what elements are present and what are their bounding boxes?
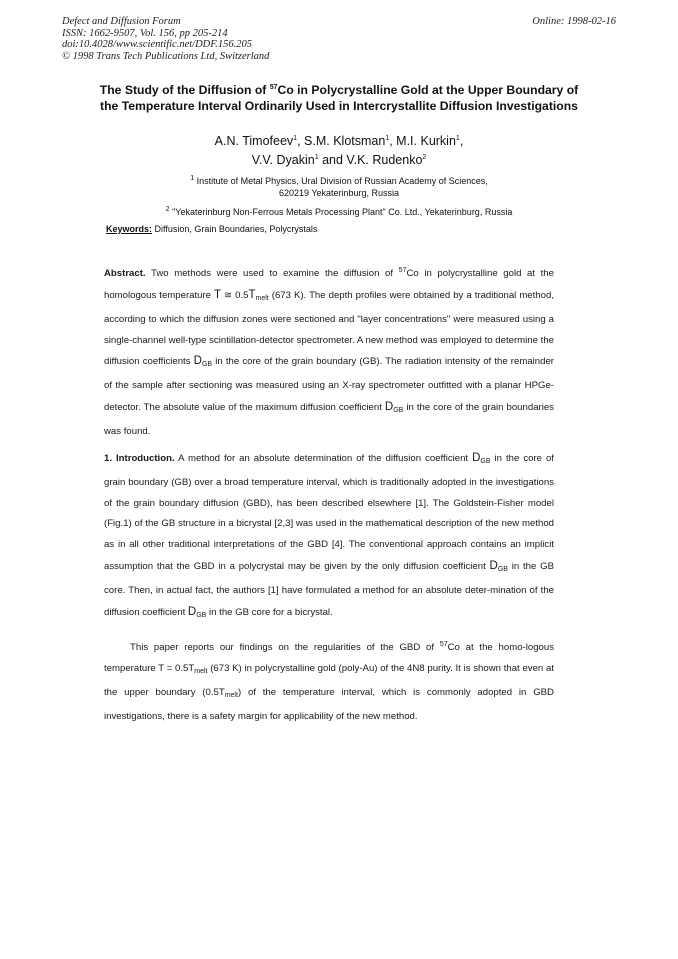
keywords-text: Diffusion, Grain Boundaries, Polycrystals	[154, 224, 318, 234]
author-list: A.N. Timofeev$^1$, S.M. Klotsman$^1$, M.I. Kurkin$^1$, V.V. Dyakin$^1$ and V.K. Rudenko$^2$	[214, 134, 464, 167]
affiliation-2: $^2$ "Yekaterinburg Non-Ferrous Metals Processing Plant" Co. Ltd., Yekaterinburg, Russia	[165, 206, 513, 217]
author-kurkin: M.I. Kurkin	[396, 134, 456, 149]
author-rudenko: V.K. Rudenko	[346, 152, 423, 167]
paper-title: The Study of the Diffusion of $^{57}$Co in Polycrystalline Gold at the Upper Boundary of the Temperature Interval Ordinarily Used in Intercrystallite Diffusion Investigations	[99, 83, 579, 113]
abstract-section: Abstract. Two methods were used to examine the diffusion of $^{57}$Co in polycrystalline gold at the homologous temperature T ≅ $0.5T_{melt}$ (673 K). The depth profiles were obtained by a traditional method, according to which the diffusion zones were sectioned and "layer concentrations" were measured using a single-channel well-type scintillation-detector spectrometer. A new method was employed to determine the diffusion coefficients $D_{GB}$ in the core of the grain boundary (GB). The radiation intensity of the remainder of the sample after sectioning was measured using an X-ray spectrometer outfitted with a planar HPGe-detector. The absolute value of the maximum diffusion coefficient $D_{GB}$ in the core of the grain boundaries was found.	[104, 267, 554, 437]
copyright-line: © 1998 Trans Tech Publications Ltd, Switzerland	[62, 50, 270, 62]
findings-paragraph: This paper reports our findings on the regularities of the GBD of $^{57}$Co at the homo-logous temperature $T = 0.5T_{melt}$ (673 K) in polycrystalline gold (poly-Au) of the 4N8 purity. It is shown that even at the upper boundary $(0.5T_{melt})$ of the temperature interval, which is commonly adopted in GBD investigations, there is a safety margin for applicability of the new method.	[104, 641, 554, 722]
keywords	[106, 224, 317, 235]
journal-name: Defect and Diffusion Forum	[62, 16, 181, 27]
author-dyakin: V.V. Dyakin	[251, 152, 315, 167]
doi-line: doi:10.4028/www.scientific.net/DDF.156.205	[62, 39, 253, 50]
author-timofeev: A.N. Timofeev	[214, 134, 294, 149]
introduction-section: 1. Introduction. A method for an absolute determination of the diffusion coefficient $D_{GB}$ in the core of grain boundary (GB) over a broad temperature interval, which is traditionally adopted in the investigations of the grain boundary diffusion (GBD), has been described elsewhere [1]. The Goldstein-Fisher model (Fig.1) of the GB structure in a bicrystal [2,3] was used in the mathematical description of the new method as in all other traditional interpretations of the GBD [4]. The conventional approach contains an implicit assumption that the GBD in a polycrystal may be given by the only diffusion coefficient $D_{GB}$ in the GB core. Then, in actual fact, the authors [1] have formulated a method for an absolute deter-mination of the diffusion coefficient $D_{GB}$ in the GB core for a bicrystal.	[104, 452, 554, 619]
online-date: Online: 1998-02-16	[532, 16, 616, 27]
introduction-heading: 1. Introduction.	[104, 453, 175, 464]
abstract-label: Abstract.	[104, 268, 146, 280]
page-header	[62, 16, 616, 62]
author-klotsman: S.M. Klotsman	[304, 134, 386, 149]
keywords-label: Keywords:	[106, 224, 153, 234]
issn-line: ISSN: 1662-9507, Vol. 156, pp 205-214	[62, 27, 228, 39]
affiliation-1: $^1$ Institute of Metal Physics, Ural Division of Russian Academy of Sciences, 620219 Yekaterinburg, Russia	[190, 175, 488, 198]
